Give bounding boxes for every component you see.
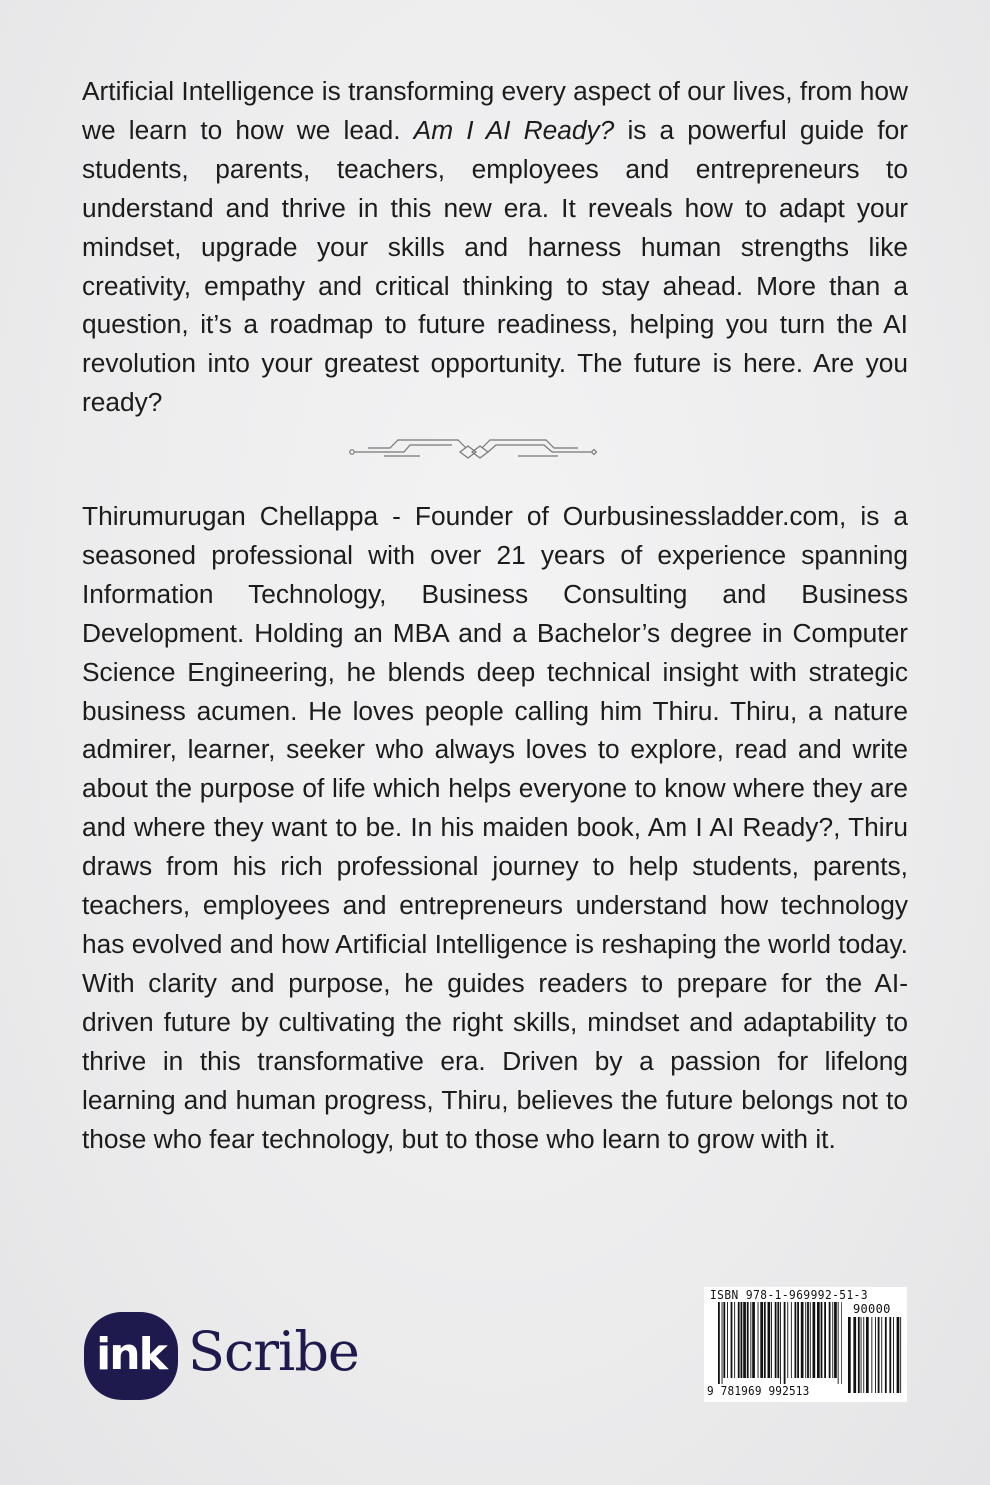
barcode-stripe	[738, 1302, 740, 1378]
barcode-stripe	[848, 1317, 851, 1393]
barcode-stripe	[780, 1302, 781, 1384]
barcode-stripe	[722, 1302, 723, 1384]
barcode-stripe	[871, 1317, 872, 1393]
barcode-stripe	[893, 1317, 894, 1393]
barcode-stripe	[775, 1302, 777, 1378]
barcode-stripe	[731, 1302, 733, 1378]
publisher-name: Scribe	[188, 1320, 359, 1383]
barcode-stripe	[741, 1302, 743, 1378]
barcode-stripe	[795, 1302, 797, 1378]
barcode-stripe	[824, 1302, 826, 1378]
barcode-stripe	[787, 1302, 788, 1378]
barcode-stripe	[768, 1302, 771, 1378]
barcode-stripe	[747, 1302, 749, 1378]
barcode-stripe	[881, 1317, 882, 1393]
barcode-stripe	[752, 1302, 755, 1378]
barcode-stripe	[764, 1302, 766, 1378]
barcode-stripe	[791, 1302, 792, 1378]
barcode-stripe	[771, 1302, 772, 1378]
blurb-text-start: Artificial Intelligence is transforming every aspect of our lives, from how we learn to how we lead.	[82, 76, 908, 145]
barcode-stripe	[784, 1302, 786, 1384]
barcode-stripe	[841, 1302, 842, 1384]
barcode-stripe	[866, 1317, 869, 1393]
barcode-addon-number: 90000	[853, 1302, 891, 1316]
barcode-stripe	[834, 1302, 837, 1378]
barcode-stripe	[878, 1317, 880, 1393]
barcode-stripe	[897, 1317, 900, 1393]
barcode-stripe	[817, 1302, 820, 1378]
barcode-stripe	[718, 1302, 720, 1384]
barcode-stripe	[829, 1302, 831, 1378]
author-bio: Thirumurugan Chellappa - Founder of Ourbusinessladder.com, is a seasoned professional with over 21 years of experience spanning Information Technology, Business Consulting and Business Development. Holding an MBA and a Bachelor’s degree in Computer Science Engineering, he blends deep technical insight with strategic business acumen. He loves people calling him Thiru. Thiru, a nature admirer, learner, seeker who always loves to explore, read and write about the purpose of life which helps everyone to know where they are and where they want to be. In his maiden book, Am I AI Ready?, Thiru draws from his rich professional journey to help students, parents, teachers, employees and entrepreneurs understand how technology has evolved and how Artificial Intelligence is reshaping the world today. With clarity and purpose, he guides readers to prepare for the AI-driven future by cultivating the right skills, mindset and adaptability to thrive in this transformative era. Driven by a passion for lifelong learning and human progress, Thiru, believes the future belongs not to those who fear technology, but to those who learn to grow with it.	[82, 501, 908, 1154]
barcode-stripe	[900, 1317, 901, 1393]
barcode-stripe	[801, 1302, 804, 1378]
barcode-stripe	[889, 1317, 891, 1393]
barcode-stripe	[777, 1302, 779, 1378]
book-title-italic: Am I AI Ready?	[413, 114, 615, 145]
barcode-stripe	[838, 1302, 839, 1384]
isbn-label: ISBN 978-1-969992-51-3	[710, 1288, 869, 1302]
barcode-stripe	[821, 1302, 823, 1378]
barcode-stripe	[797, 1302, 799, 1378]
blurb-text-end: is a powerful guide for students, parents, teachers, employees and entrepreneurs to understand and thrive in this new era. It reveals how to adapt your mindset, upgrade your skills and harness human strengths like creativity, empathy and critical thinking to stay ahead. More than a question, it’s a roadmap to future readiness, helping you turn the AI revolution into your greatest opportunity. The future is here. Are you ready?	[82, 114, 908, 418]
barcode-stripe	[758, 1302, 759, 1378]
book-blurb	[82, 72, 908, 422]
barcode-stripe	[743, 1302, 746, 1378]
barcode-stripe	[863, 1317, 864, 1393]
barcode-stripe	[832, 1302, 833, 1378]
barcode-stripe	[858, 1317, 860, 1393]
barcode-stripe	[760, 1302, 763, 1378]
barcode-stripe	[813, 1302, 816, 1378]
barcode-number: 9 781969 992513	[707, 1384, 810, 1398]
isbn-barcode	[704, 1287, 907, 1402]
barcode-stripe	[875, 1317, 876, 1393]
barcode-stripe	[734, 1302, 735, 1378]
barcode-stripe	[750, 1302, 751, 1378]
publisher-logo-mark: ink	[84, 1312, 178, 1400]
barcode-stripe	[861, 1317, 862, 1393]
barcode-stripe	[807, 1302, 809, 1378]
barcode-stripe	[810, 1302, 811, 1378]
publisher-logo	[84, 1312, 374, 1404]
barcode-stripe	[885, 1317, 887, 1393]
barcode-stripe	[853, 1317, 856, 1393]
ornamental-divider	[348, 436, 598, 460]
barcode-stripe	[727, 1302, 728, 1378]
barcode-stripe	[723, 1302, 725, 1378]
barcode-stripe	[805, 1302, 806, 1378]
